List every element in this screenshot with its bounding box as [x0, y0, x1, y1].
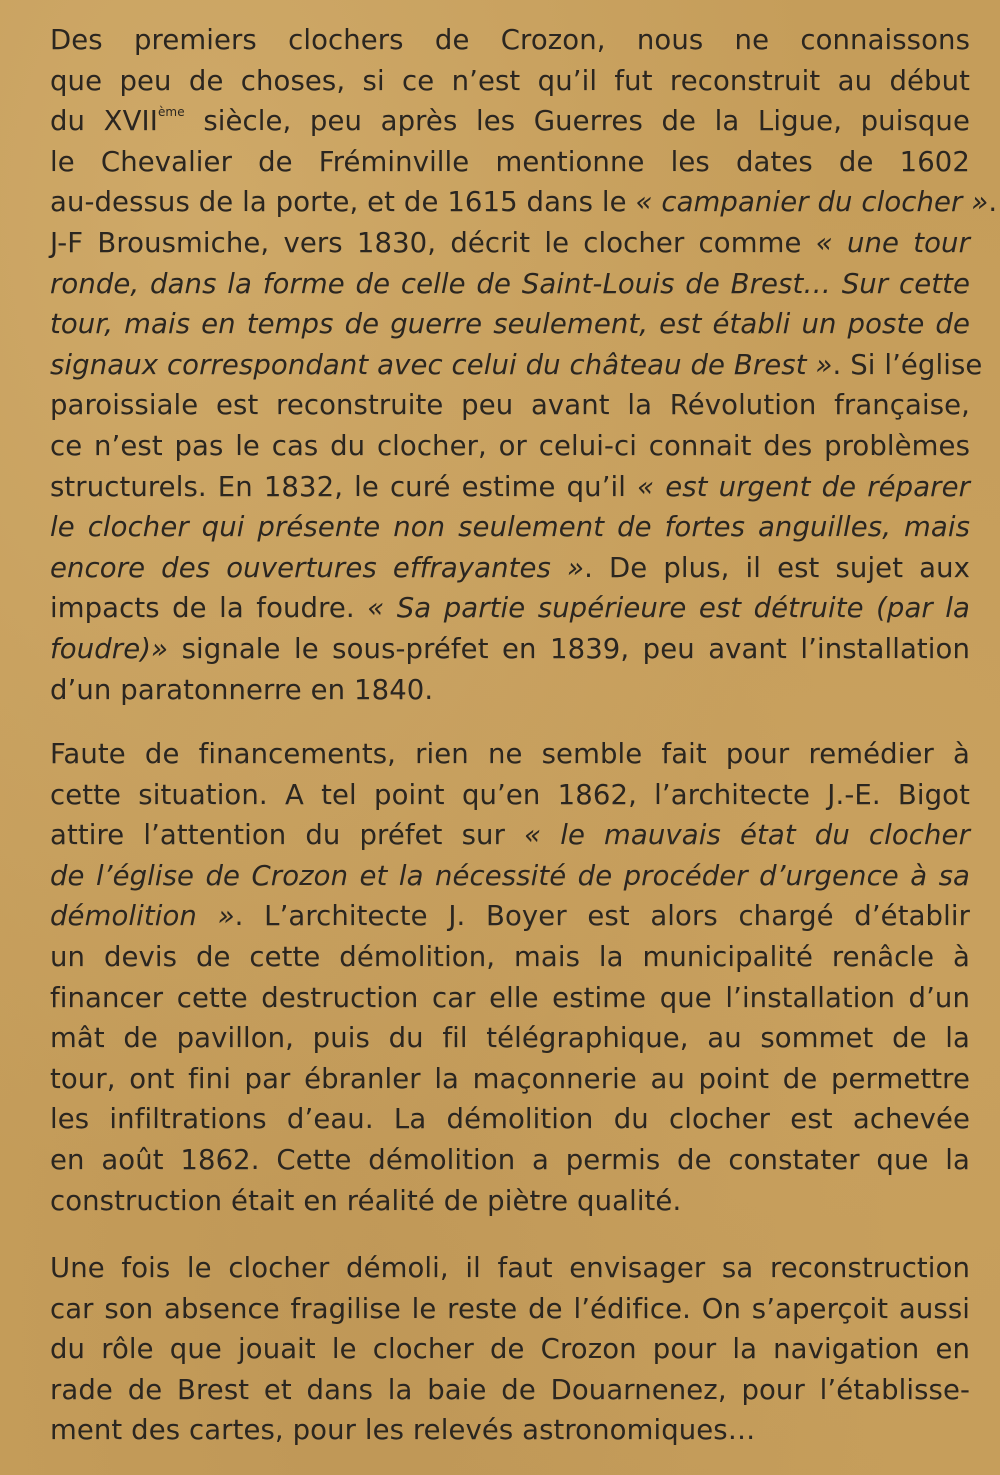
text-line	[50, 61, 970, 102]
text-line	[50, 734, 970, 775]
text-line	[50, 142, 970, 183]
text-run: un devis de cette démolition, mais la municipalité renâcle à	[50, 940, 970, 973]
text-line	[50, 896, 970, 937]
text-run: tour, ont fini par ébranler la maçonnerie au point de permettre	[50, 1062, 970, 1095]
text-run: siècle, peu après les Guerres de la Ligue, puisque	[184, 105, 970, 138]
text-run: les infiltrations d’eau. La démolition du clocher est achevée	[50, 1103, 970, 1136]
text-line	[50, 467, 970, 508]
text-line	[50, 629, 970, 670]
text-line	[50, 1140, 970, 1181]
text-line	[50, 1018, 970, 1059]
text-run: construction était en réalité de piètre qualité.	[50, 1184, 682, 1217]
text-run: financer cette destruction car elle estime que l’installation d’un	[50, 981, 970, 1014]
text-line	[50, 182, 998, 223]
text-line	[50, 937, 970, 978]
text-run: Une fois le clocher démoli, il faut envisager sa reconstruction	[50, 1252, 970, 1284]
text-run: Des premiers clochers de Crozon, nous ne connaissons	[50, 24, 970, 56]
text-line	[50, 264, 970, 305]
italic-quote: de l’église de Crozon et la nécessité de procéder d’urgence à sa	[50, 859, 970, 892]
paragraph-2	[50, 734, 970, 1221]
text-run: impacts de la foudre.	[50, 592, 368, 625]
text-run: J-F Brousmiche, vers 1830, décrit le clocher comme	[50, 226, 816, 259]
text-run: rade de Brest et dans la baie de Douarnenez, pour l’établisse-	[50, 1373, 970, 1406]
text-line	[50, 20, 970, 61]
text-run: en août 1862. Cette démolition a permis de constater que la	[50, 1143, 970, 1176]
text-run: que peu de choses, si ce n’est qu’il fut reconstruit au début	[50, 64, 970, 97]
text-line	[50, 1289, 970, 1330]
italic-quote: « campanier du clocher »	[635, 186, 989, 219]
text-line	[50, 1329, 970, 1370]
text-line	[50, 304, 970, 345]
text-line	[50, 670, 970, 711]
italic-quote: foudre)»	[50, 632, 169, 665]
text-run: Faute de financements, rien ne semble fait pour remédier à	[50, 738, 970, 770]
text-run: signale le sous-préfet en 1839, peu avant l’installation	[168, 632, 970, 665]
italic-quote: « une tour	[815, 226, 970, 259]
superscript: ème	[157, 105, 185, 120]
text-run: mât de pavillon, puis du fil télégraphique, au sommet de la	[50, 1022, 970, 1055]
italic-quote: tour, mais en temps de guerre seulement, est établi un poste de	[50, 308, 970, 341]
text-run: ment des cartes, pour les relevés astronomiques…	[50, 1414, 756, 1447]
italic-quote: encore des ouvertures effrayantes »	[50, 551, 585, 584]
text-run: ce n’est pas le cas du clocher, or celui-ci connait des problèmes	[50, 429, 970, 462]
text-run: . L’architecte J. Boyer est alors chargé d’établir	[234, 900, 970, 933]
text-run: structurels. En 1832, le curé estime qu’il	[50, 470, 638, 503]
text-line	[50, 223, 970, 264]
text-line	[50, 548, 970, 589]
text-run: paroissiale est reconstruite peu avant la Révolution française,	[50, 389, 970, 422]
text-line	[50, 1059, 970, 1100]
text-run: attire l’attention du préfet sur	[50, 819, 525, 852]
text-run: . Si l’église	[832, 348, 983, 381]
text-run: car son absence fragilise le reste de l’édifice. On s’aperçoit aussi	[50, 1292, 970, 1325]
text-line	[50, 1410, 970, 1451]
italic-quote: démolition »	[50, 900, 235, 933]
italic-quote: « est urgent de réparer	[637, 470, 971, 503]
text-line	[50, 385, 970, 426]
text-line	[50, 775, 970, 816]
text-line	[50, 101, 970, 142]
text-run: . De plus, il est sujet aux	[584, 551, 971, 584]
text-run: du rôle que jouait le clocher de Crozon pour la navigation en	[50, 1333, 970, 1366]
text-line	[50, 856, 970, 897]
text-line	[50, 978, 970, 1019]
text-run: d’un paratonnerre en 1840.	[50, 673, 434, 706]
text-line	[50, 507, 970, 548]
text-run: cette situation. A tel point qu’en 1862, l’architecte J.-E. Bigot	[50, 778, 970, 811]
paragraph-1	[50, 20, 998, 710]
text-line	[50, 1370, 970, 1411]
text-run: .	[988, 186, 998, 219]
italic-quote: signaux correspondant avec celui du château de Brest »	[50, 348, 833, 381]
italic-quote: le clocher qui présente non seulement de fortes anguilles, mais	[50, 511, 970, 544]
text-line	[50, 426, 970, 467]
text-line	[50, 815, 970, 856]
text-line	[50, 1099, 970, 1140]
italic-quote: « le mauvais état du clocher	[524, 819, 970, 852]
text-line	[50, 1248, 970, 1289]
italic-quote: « Sa partie supérieure est détruite (par la	[367, 592, 970, 625]
text-line	[50, 345, 983, 386]
text-run: le Chevalier de Fréminville mentionne les dates de 1602	[50, 145, 970, 178]
text-run: au-dessus de la porte, et de 1615 dans le	[50, 186, 636, 219]
text-line	[50, 588, 970, 629]
paragraph-3	[50, 1248, 970, 1451]
text-run: du XVII	[50, 105, 158, 138]
text-line	[50, 1181, 970, 1222]
italic-quote: ronde, dans la forme de celle de Saint-Louis de Brest… Sur cette	[50, 267, 970, 300]
